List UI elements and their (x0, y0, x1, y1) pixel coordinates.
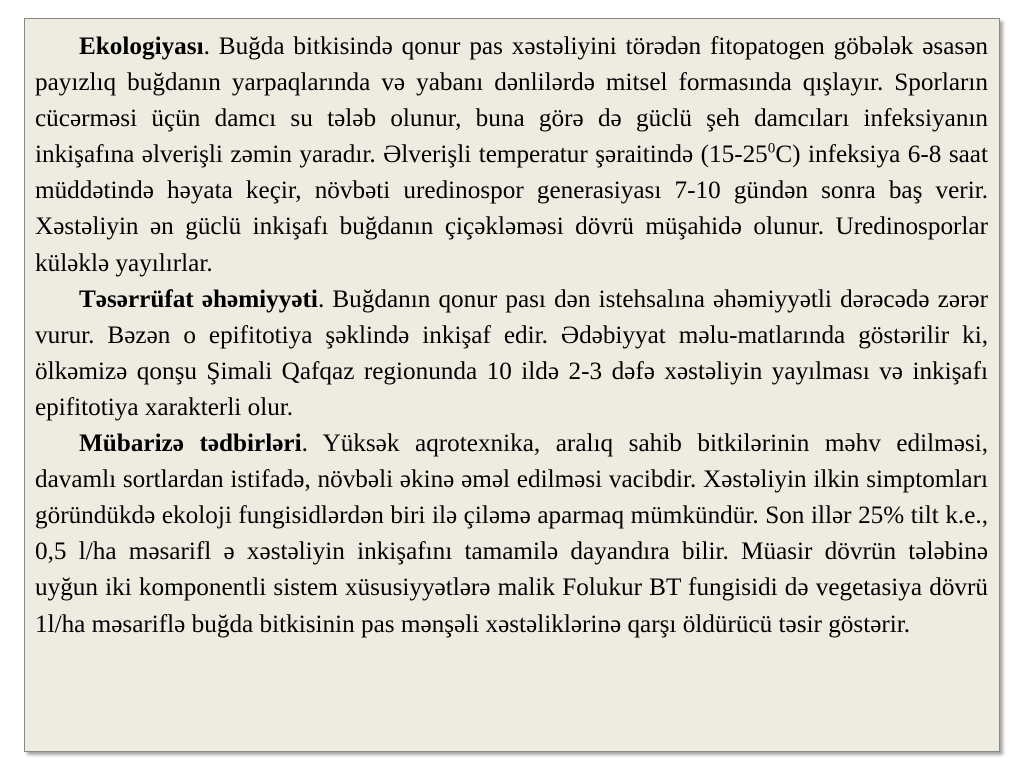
heading-control-measures: Mübarizə tədbirləri (79, 430, 302, 458)
heading-ecology: Ekologiyası (79, 33, 204, 60)
heading-economic-importance: Təsərrüfat əhəmiyyəti (79, 285, 318, 313)
text-panel (24, 18, 1000, 752)
paragraph-ecology-text-part1: . Buğda bitkisində qonur pas xəstəliyini törədən fitopatogen göbələk əsasən payızlıq buğdanın yarpaqlarında və yabanı dənlilərdə mitsel formasında qışlayır. Sporların cücərməsi üçün damcı su tələb olunur, buna görə də güclü şeh damcıları infeksiyanın inkişafına əlverişli zəmin yaradır. Əlverişli temperatur şəraitində (15-25 (35, 33, 988, 169)
paragraph-control-measures-text: . Yüksək aqrotexnika, aralıq sahib bitkilərinin məhv edilməsi, davamlı sortlardan istifadə, növbəli əkinə əməl edilməsi vacibdir. Xəstəliyin ilkin simptomları göründükdə ekoloji fungisidlərdən biri ilə çiləmə aparmaq mümkündür. Son illər 25% tilt k.e., 0,5 l/ha məsarifl ə xəstəliyin inkişafını tamamilə dayandıra bilir. Müasir dövrün tələbinə uyğun iki komponentli sistem xüsusiyyətlərə malik Folukur BT fungisidi də vegetasiya dövrü 1l/ha məsariflə buğda bitkisinin pas mənşəli xəstəliklərinə qarşı öldürücü təsir göstərir. (35, 430, 988, 638)
paragraph-economic-importance (35, 282, 988, 426)
paragraph-ecology-text-part2: C) infeksiya 6-8 saat müddətində həyata keçir, növbəti uredinospor generasiyası 7-10 gündən sonra baş verir. Xəstəliyin ən güclü inkişafı buğdanın çiçəkləməsi dövrü müşahidə olunur. Uredinosporlar küləklə yayılırlar. (35, 141, 988, 277)
paragraph-control-measures (35, 426, 988, 643)
paragraph-ecology (35, 29, 988, 282)
degree-superscript: 0 (767, 140, 776, 157)
paragraph-economic-importance-text: . Buğdanın qonur pası dən istehsalına əhəmiyyətli dərəcədə zərər vurur. Bəzən o epifitotiya şəklində inkişaf edir. Ədəbiyyat məlu-matlarında göstərilir ki, ölkəmizə qonşu Şimali Qafqaz regionunda 10 ildə 2-3 dəfə xəstəliyin yayılması və inkişafı epifitotiya xarakterli olur. (35, 285, 988, 421)
